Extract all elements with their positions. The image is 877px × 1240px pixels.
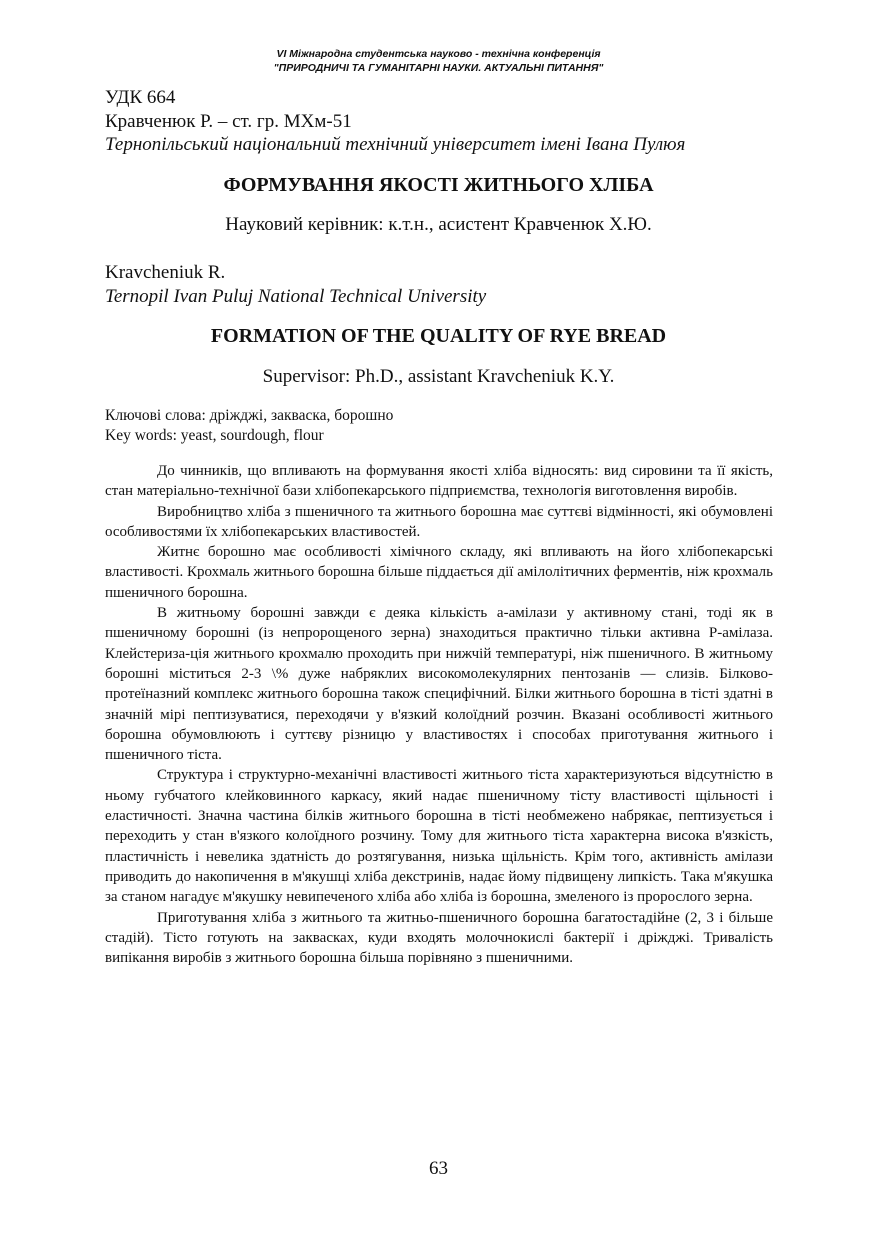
supervisor-en: Supervisor: Ph.D., assistant Kravcheniuk K.Y. [262, 366, 615, 387]
paragraph: Структура і структурно-механічні властивості житнього тіста характеризуються відсутністю в ньому губчатого клейковинного каркасу, який надає пшеничному тісту властивості щільності і еластичності. Значна частина білків житнього борошна в тісті необмежено набрякає, пептизується і переходить у стан в'язкого колоїдного розчину. Тому для житнього тіста характерна висока в'язкість, пластичність і невелика здатність до розтягування, низька щільність. Крім того, активність амілази приводить до накопичення в м'якушці хліба декстринів, надає йому підвищену липкість. Така м'якушка за станом нагадує м'якушку невипеченого хліба або хліба із борошна, змеленого із пророслого зерна. [105, 767, 773, 906]
paragraph: Приготування хліба з житнього та житньо-пшеничного борошна багатостадійне (2, 3 і більше стадій). Тісто готують на заквасках, куди входять молочнокислі бактерії і дріжджі. Тривалість випікання виробів з житнього борошна більша порівняно з пшеничними. [105, 909, 773, 967]
conference-header-line-2: "ПРИРОДНИЧІ ТА ГУМАНІТАРНІ НАУКИ. АКТУАЛЬНІ ПИТАННЯ" [273, 62, 604, 74]
supervisor-ua: Науковий керівник: к.т.н., асистент Кравченюк Х.Ю. [225, 214, 652, 235]
paragraph: До чинників, що впливають на формування якості хліба відносять: вид сировини та її якість, стан матеріально-технічної бази хлібопекарського підприємства, технологія виготовлення виробів. [105, 463, 773, 500]
affiliation-en: Ternopil Ivan Puluj National Technical University [105, 286, 487, 307]
paragraph: Виробництво хліба з пшеничного та житнього борошна має суттєві відмінності, які обумовлені особливостями їх хлібопекарських властивостей. [105, 503, 773, 540]
title-ua: ФОРМУВАННЯ ЯКОСТІ ЖИТНЬОГО ХЛІБА [223, 174, 654, 196]
author-en: Kravcheniuk R. [105, 262, 226, 283]
article-body [105, 461, 773, 968]
page-number: 63 [429, 1158, 448, 1179]
keywords-en: Key words: yeast, sourdough, flour [105, 427, 324, 444]
conference-header-line-1: VI Міжнародна студентська науково - технічна конференція [276, 48, 601, 60]
author-ua: Кравченюк Р. – ст. гр. МХм-51 [105, 111, 352, 132]
title-en: FORMATION OF THE QUALITY OF RYE BREAD [210, 325, 667, 347]
paragraph: Житнє борошно має особливості хімічного складу, які впливають на його хлібопекарські властивості. Крохмаль житнього борошна більше піддається дії амілолітичних ферментів, ніж крохмаль пшеничного борошна. [105, 544, 773, 601]
keywords-ua: Ключові слова: дріжджі, закваска, борошно [105, 407, 394, 424]
paragraph: В житньому борошні завжди є деяка кількість а-амілази у активному стані, тоді як в пшеничному борошні (із непророщеного зерна) знаходиться практично тільки активна Р-амілаза. Клейстериза-ція житнього крохмалю проходить при нижчій температурі, ніж пшеничного. В житньому борошні міститься 2-3 \% дуже набряклих високомолекулярних пентозанів — слизів. Білково-протеїназний комплекс житнього борошна також специфічний. Білки житнього борошна в тісті здатні в значній мірі пептизуватися, переходячи у в'язкий колоїдний розчин. Вказані особливості житнього борошна обумовлюють і суттєву різницю у властивостях і способах приготування житнього і пшеничного тіста. [105, 605, 773, 764]
udk-code: УДК 664 [105, 87, 176, 108]
affiliation-ua: Тернопільський національний технічний університет імені Івана Пулюя [105, 134, 686, 155]
